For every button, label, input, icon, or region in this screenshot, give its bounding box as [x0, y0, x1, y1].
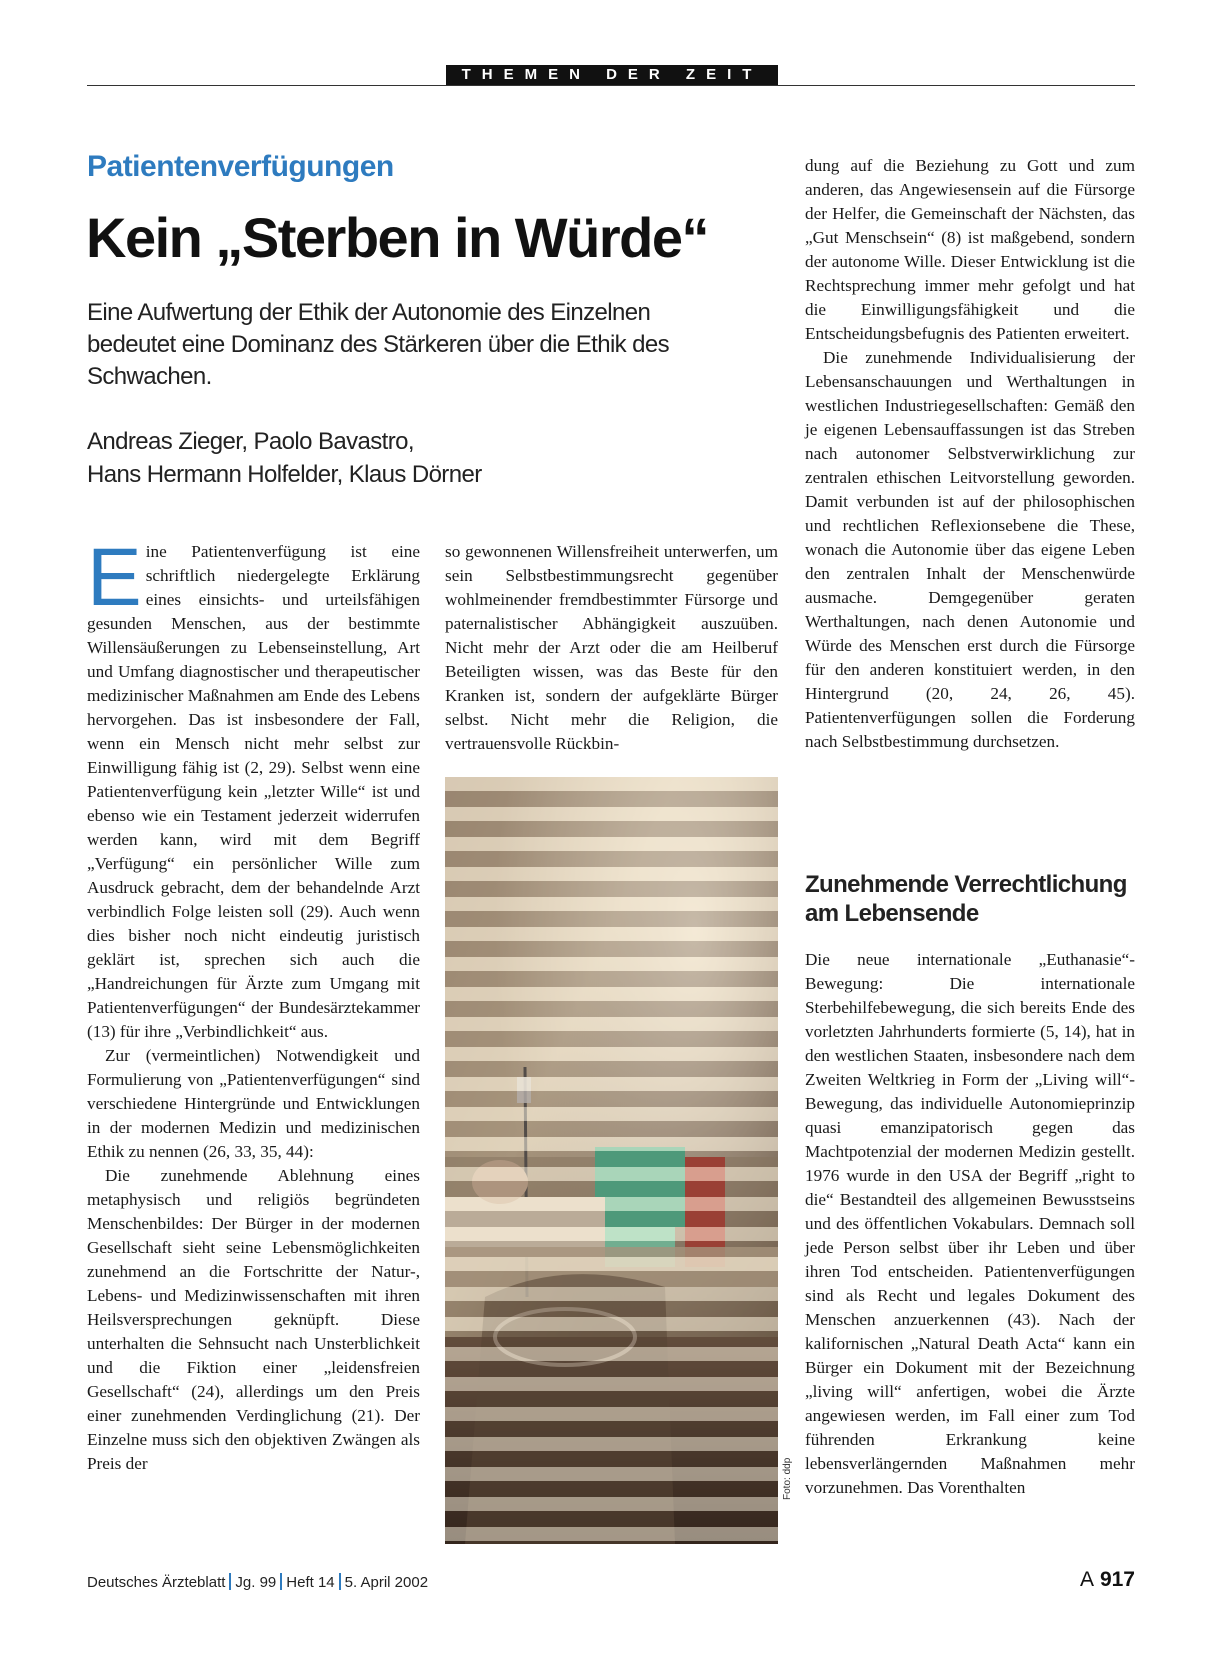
- article-authors: [87, 425, 687, 491]
- page-number: A 917: [1079, 1568, 1135, 1591]
- drop-cap: E: [87, 532, 142, 623]
- journal-name: Deutsches Ärzteblatt: [87, 1574, 226, 1591]
- body-column-3: [805, 154, 1135, 754]
- article-photo: [445, 777, 778, 1544]
- paragraph: Die zunehmende Individualisierung der Lebensanschauungen und Werthaltungen in westlichen Industriegesellschaften: Gemäß den je eigenen Lebensauffassungen ist das Streben nach autonomer Selbstverwirklichung zur zentralen ethischen Leitvorstellung geworden. Damit verbunden ist auf der philosophischen und rechtlichen Reflexionsebene die These, wonach die Autonomie über das eigene Leben den zentralen Inhalt der Menschenwürde ausmache. Demgegenüber geraten Werthaltungen, nach denen Autonomie und Würde des Menschen erst durch die Fürsorge für den anderen konstituiert werden, in den Hintergrund (20, 24, 26, 45). Patientenverfügungen sollen die Forderung nach Selbstbestimmung durchsetzen.: [805, 348, 1135, 751]
- paragraph: Die zunehmende Ablehnung eines metaphysisch und religiös begründeten Menschenbildes: Der Bürger in der modernen Gesellschaft sieht seine Lebensmöglichkeiten zunehmend an die Fortschritte der Natur-, Lebens- und Medizinwissenschaften mit ihren Heilsversprechungen geknüpft. Diese unterhalten die Sehnsucht nach Unsterblichkeit und die Fiktion einer „leidensfreien Gesellschaft“ (24), allerdings um den Preis einer zunehmenden Verdinglichung (21). Der Einzelne muss sich den objektiven Zwängen als Preis der: [87, 1166, 420, 1473]
- article-deck: Eine Aufwertung der Ethik der Autonomie des Einzelnen bedeutet eine Dominanz des Stärkeren über die Ethik des Schwachen.: [87, 299, 670, 390]
- authors-line-1: Andreas Zieger, Paolo Bavastro,: [87, 428, 414, 455]
- body-column-2: [445, 540, 778, 756]
- paragraph: dung auf die Beziehung zu Gott und zum anderen, das Angewiesensein auf die Fürsorge der Helfer, die Gemeinschaft der Nächsten, das „Gut Menschsein“ (8) ist maßgebend, sondern der autonome Wille. Dieser Entwicklung ist die Rechtsprechung immer mehr gefolgt und hat die Einwilligungsfähigkeit und die Entscheidungsbefugnis des Patienten erweitert.: [805, 156, 1135, 343]
- body-column-1: [87, 532, 420, 1476]
- section-tag: THEMEN DER ZEIT: [446, 65, 778, 85]
- footer-separator: [280, 1573, 282, 1590]
- article-title: Kein „Sterben in Würde“: [86, 206, 708, 269]
- journal-volume: Jg. 99: [235, 1574, 277, 1591]
- paragraph: Zur (vermeintlichen) Notwendigkeit und Formulierung von „Patientenverfügungen“ sind verschiedene Hintergründe und Entwicklungen in der modernen Medizin und medizinischen Ethik zu nennen (26, 33, 35, 44):: [87, 1046, 420, 1161]
- issue-date: 5. April 2002: [344, 1574, 429, 1591]
- footer-separator: [229, 1573, 231, 1590]
- header-rule: [87, 85, 1135, 86]
- section-subheading: Zunehmende Verrechtlichung am Lebensende: [805, 871, 1127, 927]
- paragraph: so gewonnenen Willensfreiheit unterwerfen, um sein Selbstbestimmungsrecht gegenüber wohlmeinender fremdbestimmter Fürsorge und paternalistischer Abhängigkeit auszuüben. Nicht mehr der Arzt oder die am Heilberuf Beteiligten wissen, was das Beste für den Kranken ist, sondern der aufgeklärte Bürger selbst. Nicht mehr die Religion, die vertrauensvolle Rückbin-: [445, 542, 778, 753]
- paragraph: Eine Patientenverfügung ist eine schriftlich niedergelegte Erklärung eines einsichts- und urteilsfähigen gesunden Menschen, aus der bestimmte Willensäußerungen zu Lebenseinstellung, Art und Umfang diagnostischer und therapeutischer medizinischer Maßnahmen am Ende des Lebens hervorgehen. Das ist insbesondere der Fall, wenn ein Mensch nicht mehr selbst zur Einwilligung fähig ist (2, 29). Selbst wenn eine Patientenverfügung kein „letzter Wille“ ist und ebenso wie ein Testament jederzeit widerrufen werden kann, wird mit dem Begriff „Verfügung“ ein persönlicher Wille zum Ausdruck gebracht, dem der behandelnde Arzt verbindlich Folge leisten soll (29). Auch wenn dies bisher noch nicht eindeutig juristisch geklärt ist, sprechen sich auch die „Handreichungen für Ärzte zum Umgang mit Patientenverfügungen“ der Bundesärztekammer (13) für ihre „Verbindlichkeit“ aus.: [87, 532, 420, 1041]
- paragraph: Die neue internationale „Euthanasie“-Bewegung: Die internationale Sterbehilfebewegung, die sich bereits Ende des vorletzten Jahrhunderts formierte (5, 14), hat in den westlichen Staaten, insbesondere nach dem Zweiten Weltkrieg in Form der „Living will“-Bewegung, das individuelle Autonomieprinzip quasi emanzipatorisch gegen das Machtpotenzial der modernen Medizin gestellt. 1976 wurde in den USA der Begriff „right to die“ Bestandteil des allgemeinen Bewusstseins und des öffentlichen Vokabulars. Demnach soll jede Person selbst über ihr Leben und über ihren Tod entscheiden. Patientenverfügungen sind als Recht und legales Dokument des Menschen anzuerkennen (43). Nach der kalifornischen „Natural Death Acta“ kann ein Bürger ein Dokument mit der Bezeichnung „living will“ anfertigen, wobei die Ärzte angewiesen werden, im Fall einer zum Tod führenden Erkrankung keine lebensverlängernden Maßnahmen mehr vorzunehmen. Das Vorenthalten: [805, 950, 1135, 1497]
- footer-separator: [339, 1573, 341, 1590]
- body-column-3-continued: [805, 948, 1135, 1500]
- authors-line-2: Hans Hermann Holfelder, Klaus Dörner: [87, 461, 482, 488]
- page-footer: [87, 1573, 428, 1591]
- article-kicker: Patientenverfügungen: [87, 150, 394, 183]
- photo-credit: Foto: ddp: [782, 1457, 793, 1500]
- journal-issue: Heft 14: [286, 1574, 335, 1591]
